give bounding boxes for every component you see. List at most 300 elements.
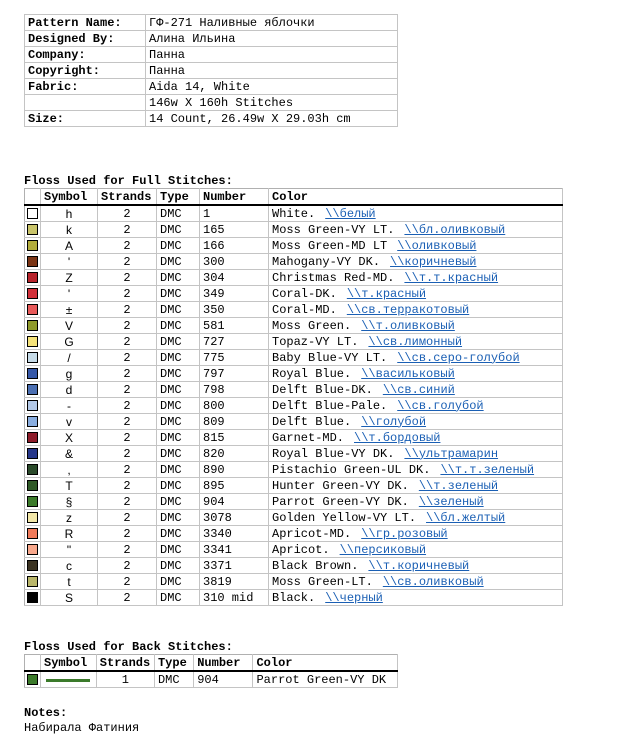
swatch-header	[25, 655, 41, 672]
number-cell: 3819	[200, 574, 269, 590]
russian-name-link[interactable]: \\т.коричневый	[368, 558, 470, 573]
info-row	[25, 15, 398, 31]
symbol-cell: A	[41, 238, 98, 254]
info-value: 146w X 160h Stitches	[146, 95, 398, 111]
info-key	[25, 95, 146, 111]
color-header: Color	[269, 189, 563, 206]
floss-row	[25, 542, 563, 558]
floss-row	[25, 318, 563, 334]
swatch-cell	[25, 430, 41, 446]
symbol-cell: '	[41, 254, 98, 270]
info-value: Aida 14, White	[146, 79, 398, 95]
number-cell: 581	[200, 318, 269, 334]
color-swatch	[27, 224, 38, 235]
type-cell: DMC	[157, 542, 200, 558]
type-cell: DMC	[157, 430, 200, 446]
strands-cell: 2	[98, 462, 157, 478]
color-name: Hunter Green-VY DK.	[272, 478, 409, 493]
color-name: Moss Green-VY LT.	[272, 222, 395, 237]
floss-row	[25, 382, 563, 398]
number-cell: 3341	[200, 542, 269, 558]
color-cell	[269, 286, 563, 302]
symbol-cell: ±	[41, 302, 98, 318]
type-cell: DMC	[157, 286, 200, 302]
strands-cell: 2	[98, 574, 157, 590]
color-name: Moss Green.	[272, 318, 352, 333]
strands-cell: 2	[98, 286, 157, 302]
number-cell: 775	[200, 350, 269, 366]
symbol-cell: -	[41, 398, 98, 414]
number-cell: 300	[200, 254, 269, 270]
number-cell: 800	[200, 398, 269, 414]
type-cell: DMC	[157, 398, 200, 414]
strands-cell: 2	[98, 334, 157, 350]
color-cell	[269, 574, 563, 590]
full-stitches-section	[24, 174, 583, 606]
number-cell: 797	[200, 366, 269, 382]
symbol-cell: '	[41, 286, 98, 302]
strands-cell: 2	[98, 558, 157, 574]
strands-cell: 2	[98, 494, 157, 510]
color-swatch	[27, 400, 38, 411]
swatch-cell	[25, 286, 41, 302]
floss-row	[25, 526, 563, 542]
color-name: Golden Yellow-VY LT.	[272, 510, 417, 525]
floss-row	[25, 478, 563, 494]
color-name: Delft Blue.	[272, 414, 352, 429]
color-cell	[269, 510, 563, 526]
swatch-cell	[25, 590, 41, 606]
color-cell	[269, 446, 563, 462]
strands-cell: 2	[98, 526, 157, 542]
symbol-cell: "	[41, 542, 98, 558]
color-name: Apricot.	[272, 542, 330, 557]
color-swatch	[27, 256, 38, 267]
symbol-cell: t	[41, 574, 98, 590]
info-key: Fabric:	[25, 79, 146, 95]
color-swatch	[27, 448, 38, 459]
swatch-cell	[25, 671, 41, 688]
color-cell	[269, 270, 563, 286]
type-cell: DMC	[157, 334, 200, 350]
symbol-cell: k	[41, 222, 98, 238]
strands-cell: 2	[98, 270, 157, 286]
notes-section	[24, 706, 139, 736]
number-cell: 895	[200, 478, 269, 494]
color-swatch	[27, 512, 38, 523]
color-cell	[269, 222, 563, 238]
back-stitches-title: Floss Used for Back Stitches:	[24, 640, 233, 654]
type-header: Type	[157, 189, 200, 206]
color-name: Christmas Red-MD.	[272, 270, 395, 285]
symbol-cell: §	[41, 494, 98, 510]
color-cell	[269, 205, 563, 222]
symbol-cell	[41, 671, 97, 688]
back-stitches-section	[24, 640, 398, 688]
russian-name-link[interactable]: \\черный	[325, 590, 383, 605]
color-name: Delft Blue-DK.	[272, 382, 373, 397]
strands-cell: 2	[98, 350, 157, 366]
swatch-cell	[25, 398, 41, 414]
symbol-cell: R	[41, 526, 98, 542]
color-cell	[269, 462, 563, 478]
color-name: Delft Blue-Pale.	[272, 398, 388, 413]
color-swatch	[27, 384, 38, 395]
pattern-sheet	[24, 14, 535, 735]
swatch-cell	[25, 334, 41, 350]
backstitch-line-symbol	[46, 679, 90, 682]
floss-row	[25, 366, 563, 382]
info-key: Size:	[25, 111, 146, 127]
color-name: Mahogany-VY DK.	[272, 254, 381, 269]
color-cell: Parrot Green-VY DK	[253, 671, 398, 688]
strands-cell: 1	[96, 671, 154, 688]
swatch-cell	[25, 254, 41, 270]
number-cell: 310 mid	[200, 590, 269, 606]
russian-name-link[interactable]: \\св.синий	[382, 382, 455, 397]
color-cell	[269, 590, 563, 606]
type-cell: DMC	[157, 590, 200, 606]
russian-name-link[interactable]: \\оливковый	[397, 238, 477, 253]
number-cell: 727	[200, 334, 269, 350]
info-value: Алина Ильина	[146, 31, 398, 47]
russian-name-link[interactable]: \\белый	[325, 206, 376, 221]
type-cell: DMC	[157, 510, 200, 526]
strands-cell: 2	[98, 446, 157, 462]
symbol-cell: v	[41, 414, 98, 430]
floss-row	[25, 270, 563, 286]
type-cell: DMC	[157, 478, 200, 494]
type-cell: DMC	[154, 671, 193, 688]
info-value: 14 Count, 26.49w X 29.03h cm	[146, 111, 398, 127]
info-row	[25, 47, 398, 63]
color-name: Black.	[272, 590, 316, 605]
floss-row	[25, 494, 563, 510]
type-header: Type	[154, 655, 193, 672]
symbol-cell: c	[41, 558, 98, 574]
strands-cell: 2	[98, 205, 157, 222]
type-cell: DMC	[157, 270, 200, 286]
info-key: Company:	[25, 47, 146, 63]
swatch-cell	[25, 366, 41, 382]
notes-text: Набирала Фатиния	[24, 721, 140, 735]
pattern-info-table	[24, 14, 398, 127]
swatch-cell	[25, 238, 41, 254]
swatch-cell	[25, 494, 41, 510]
color-swatch	[27, 352, 38, 363]
russian-name-link[interactable]: \\т.бордовый	[354, 430, 441, 445]
russian-name-link[interactable]: \\голубой	[361, 414, 427, 429]
symbol-cell: G	[41, 334, 98, 350]
strands-cell: 2	[98, 430, 157, 446]
russian-name-link[interactable]: \\коричневый	[390, 254, 477, 269]
type-cell: DMC	[157, 462, 200, 478]
swatch-cell	[25, 526, 41, 542]
swatch-cell	[25, 318, 41, 334]
color-swatch	[27, 416, 38, 427]
number-cell: 1	[200, 205, 269, 222]
color-cell	[269, 238, 563, 254]
swatch-cell	[25, 270, 41, 286]
color-name: Moss Green-LT.	[272, 574, 373, 589]
russian-name-link[interactable]: \\т.т.красный	[404, 270, 499, 285]
info-row	[25, 111, 398, 127]
number-header: Number	[200, 189, 269, 206]
type-cell: DMC	[157, 302, 200, 318]
color-cell	[269, 350, 563, 366]
color-swatch	[27, 240, 38, 251]
type-cell: DMC	[157, 238, 200, 254]
strands-cell: 2	[98, 478, 157, 494]
strands-cell: 2	[98, 318, 157, 334]
swatch-cell	[25, 446, 41, 462]
russian-name-link[interactable]: \\гр.розовый	[361, 526, 448, 541]
color-name: Topaz-VY LT.	[272, 334, 359, 349]
color-swatch	[27, 480, 38, 491]
number-cell: 350	[200, 302, 269, 318]
number-cell: 890	[200, 462, 269, 478]
color-cell	[269, 318, 563, 334]
symbol-cell: ,	[41, 462, 98, 478]
floss-row	[25, 446, 563, 462]
swatch-cell	[25, 222, 41, 238]
back-floss-row	[25, 671, 398, 688]
type-cell: DMC	[157, 350, 200, 366]
symbol-cell: g	[41, 366, 98, 382]
strands-cell: 2	[98, 238, 157, 254]
number-cell: 809	[200, 414, 269, 430]
color-swatch	[27, 288, 38, 299]
strands-header: Strands	[96, 655, 154, 672]
type-cell: DMC	[157, 494, 200, 510]
color-swatch	[27, 576, 38, 587]
floss-row	[25, 254, 563, 270]
swatch-cell	[25, 205, 41, 222]
info-value: Панна	[146, 47, 398, 63]
russian-name-link[interactable]: \\персиковый	[339, 542, 427, 557]
full-header-row	[25, 189, 563, 206]
color-name: Pistachio Green-UL DK.	[272, 462, 431, 477]
color-cell	[269, 382, 563, 398]
color-name: Apricot-MD.	[272, 526, 352, 541]
strands-cell: 2	[98, 254, 157, 270]
russian-name-link[interactable]: \\бл.желтый	[426, 510, 506, 525]
swatch-cell	[25, 302, 41, 318]
strands-cell: 2	[98, 510, 157, 526]
russian-name-link[interactable]: \\бл.оливковый	[404, 222, 506, 237]
floss-row	[25, 286, 563, 302]
type-cell: DMC	[157, 205, 200, 222]
symbol-cell: d	[41, 382, 98, 398]
floss-row	[25, 462, 563, 478]
info-row	[25, 31, 398, 47]
swatch-cell	[25, 542, 41, 558]
number-cell: 904	[200, 494, 269, 510]
floss-row	[25, 350, 563, 366]
color-cell	[269, 558, 563, 574]
strands-cell: 2	[98, 542, 157, 558]
color-swatch	[27, 432, 38, 443]
russian-name-link[interactable]: \\св.терракотовый	[346, 302, 470, 317]
symbol-cell: z	[41, 510, 98, 526]
color-name: Coral-DK.	[272, 286, 337, 301]
color-name: Black Brown.	[272, 558, 359, 573]
info-row	[25, 79, 398, 95]
swatch-cell	[25, 462, 41, 478]
number-cell: 3340	[200, 526, 269, 542]
swatch-cell	[25, 350, 41, 366]
full-stitches-title: Floss Used for Full Stitches:	[24, 174, 233, 188]
symbol-cell: T	[41, 478, 98, 494]
swatch-cell	[25, 558, 41, 574]
type-cell: DMC	[157, 254, 200, 270]
number-cell: 165	[200, 222, 269, 238]
swatch-header	[25, 189, 41, 206]
color-cell	[269, 302, 563, 318]
type-cell: DMC	[157, 558, 200, 574]
info-value: ГФ-271 Наливные яблочки	[146, 15, 398, 31]
symbol-cell: S	[41, 590, 98, 606]
symbol-cell: V	[41, 318, 98, 334]
symbol-cell: Z	[41, 270, 98, 286]
color-swatch	[27, 272, 38, 283]
color-cell	[269, 334, 563, 350]
type-cell: DMC	[157, 318, 200, 334]
symbol-cell: X	[41, 430, 98, 446]
number-cell: 904	[194, 671, 253, 688]
color-swatch	[27, 368, 38, 379]
swatch-cell	[25, 414, 41, 430]
floss-row	[25, 510, 563, 526]
type-cell: DMC	[157, 222, 200, 238]
russian-name-link[interactable]: \\васильковый	[361, 366, 455, 381]
type-cell: DMC	[157, 382, 200, 398]
strands-cell: 2	[98, 302, 157, 318]
symbol-header: Symbol	[41, 655, 97, 672]
color-name: Royal Blue-VY DK.	[272, 446, 395, 461]
russian-name-link[interactable]: \\т.красный	[346, 286, 427, 301]
floss-row	[25, 334, 563, 350]
color-swatch	[27, 496, 38, 507]
color-name: Garnet-MD.	[272, 430, 345, 445]
color-cell	[269, 430, 563, 446]
color-swatch	[27, 304, 38, 315]
russian-name-link[interactable]: \\св.лимонный	[368, 334, 463, 349]
back-header-row	[25, 655, 398, 672]
notes-title: Notes:	[24, 706, 68, 720]
floss-row	[25, 205, 563, 222]
strands-cell: 2	[98, 222, 157, 238]
color-swatch	[27, 544, 38, 555]
swatch-cell	[25, 382, 41, 398]
floss-row	[25, 558, 563, 574]
russian-name-link[interactable]: \\т.оливковый	[361, 318, 455, 333]
color-cell	[269, 478, 563, 494]
floss-row	[25, 574, 563, 590]
swatch-cell	[25, 510, 41, 526]
russian-name-link[interactable]: \\ультрамарин	[404, 446, 499, 461]
floss-row	[25, 222, 563, 238]
floss-row	[25, 414, 563, 430]
floss-row	[25, 590, 563, 606]
color-name: Baby Blue-VY LT.	[272, 350, 388, 365]
floss-row	[25, 398, 563, 414]
color-cell	[269, 542, 563, 558]
russian-name-link[interactable]: \\св.голубой	[397, 398, 484, 413]
color-name: Royal Blue.	[272, 366, 352, 381]
floss-row	[25, 238, 563, 254]
russian-name-link[interactable]: \\т.зеленый	[418, 478, 499, 493]
symbol-cell: h	[41, 205, 98, 222]
number-cell: 815	[200, 430, 269, 446]
strands-cell: 2	[98, 366, 157, 382]
strands-header: Strands	[98, 189, 157, 206]
number-cell: 798	[200, 382, 269, 398]
info-key: Designed By:	[25, 31, 146, 47]
color-swatch	[27, 208, 38, 219]
type-cell: DMC	[157, 366, 200, 382]
number-cell: 3371	[200, 558, 269, 574]
color-swatch	[27, 336, 38, 347]
info-value: Панна	[146, 63, 398, 79]
color-cell	[269, 494, 563, 510]
russian-name-link[interactable]: \\св.оливковый	[382, 574, 484, 589]
number-cell: 349	[200, 286, 269, 302]
strands-cell: 2	[98, 414, 157, 430]
number-cell: 820	[200, 446, 269, 462]
number-cell: 304	[200, 270, 269, 286]
russian-name-link[interactable]: \\зеленый	[418, 494, 484, 509]
info-key: Pattern Name:	[25, 15, 146, 31]
strands-cell: 2	[98, 590, 157, 606]
strands-cell: 2	[98, 398, 157, 414]
color-swatch	[27, 464, 38, 475]
color-swatch	[27, 320, 38, 331]
swatch-cell	[25, 478, 41, 494]
number-cell: 166	[200, 238, 269, 254]
color-name: White.	[272, 206, 316, 221]
color-cell	[269, 254, 563, 270]
type-cell: DMC	[157, 414, 200, 430]
swatch-cell	[25, 574, 41, 590]
color-name: Moss Green-MD LT	[272, 238, 388, 253]
color-header: Color	[253, 655, 398, 672]
color-swatch	[27, 592, 38, 603]
number-cell: 3078	[200, 510, 269, 526]
strands-cell: 2	[98, 382, 157, 398]
info-key: Copyright:	[25, 63, 146, 79]
color-swatch	[27, 674, 38, 685]
full-stitches-table	[24, 188, 563, 606]
color-cell	[269, 414, 563, 430]
symbol-cell: /	[41, 350, 98, 366]
color-swatch	[27, 528, 38, 539]
russian-name-link[interactable]: \\св.серо-голубой	[397, 350, 520, 365]
type-cell: DMC	[157, 574, 200, 590]
color-cell	[269, 526, 563, 542]
type-cell: DMC	[157, 446, 200, 462]
color-name: Parrot Green-VY DK.	[272, 494, 409, 509]
symbol-header: Symbol	[41, 189, 98, 206]
russian-name-link[interactable]: \\т.т.зеленый	[440, 462, 535, 477]
floss-row	[25, 302, 563, 318]
back-stitches-table	[24, 654, 398, 688]
color-name: Coral-MD.	[272, 302, 337, 317]
number-header: Number	[194, 655, 253, 672]
color-swatch	[27, 560, 38, 571]
symbol-cell: &	[41, 446, 98, 462]
floss-row	[25, 430, 563, 446]
